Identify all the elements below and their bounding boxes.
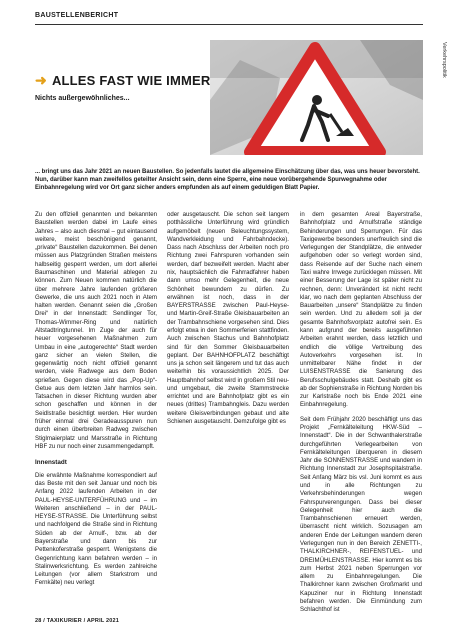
side-tab [438,42,448,82]
header-divider [35,24,423,25]
arrow-right-icon: ➜ [35,72,47,88]
section-label: BAUSTELLENBERICHT [35,12,119,19]
paragraph: oder ausgetauscht. Die schon seit langem potthässliche Unterführung wird gründlich aufgemöbelt (neuen Beleuchtungssystem, Wandverkleidung und Fahrbahndecke). Dass nach Abschluss der Arbeiten noch pro Richtung zwei Fahrspuren vorhanden sein werden, darf bezweifelt werden. Macht aber nix, hauptsächlich die Fahrradfahrer haben dann umso mehr Gelegenheit, die neue Schönheit bewundern zu dürfen. Zu erwähnen ist noch, dass in der BAYERSTRASSE zwischen Paul-Heyse- und Martin-Greif-Straße Gleisbauarbeiten an der Trambahnschiene vorgesehen sind. Dies erfolgt etwa in den Sommerferien stattfinden. Auch zwischen Stachus und Bahnhofplatz sind für den Sommer Gleisbauarbeiten geplant. Der BAHNHOFPLATZ beschäftigt uns ja schon seit längerem und tut das auch weiterhin bis voraussichtlich 2025. Der Hauptbahnhof selbst wird in großem Stil neu- und umgebaut, die zweite Stammstrecke errichtet und are Bahnhofplatz gibt es ein neues (drittes) Trambahngleis. Dazu werden weitere Gleisverbindungen gebaut und alte Schienen ausgetauscht. Demzufolge gibt es [167,211,289,426]
roadworks-sign-illustration [210,40,423,155]
section-heading-innenstadt: Innenstadt [35,459,67,467]
paragraph: Zu den offiziell genannten und bekannten Baustellen werden dabei im Laufe eines Jahres – also auch diesmal – gut eintausend weitere, meist beschönigend genannt, „private“ Baustellen dazukommen. Bei denen müssen aus Platzgründen Straßen meistens halbseitig gesperrt werden, um dort allerlei Baumaschinen und Material ablegen zu können. Zum Neuen kommen natürlich die über mehrere Jahre laufenden größeren Gewerke, die uns auch 2021 noch in Atem halten werden. Genannt seien die „Großen Drei“ in der Innenstadt: Sendlinger Tor, Thomas-Wimmer-Ring und natürlich Altstadtringtunnel. Im Zuge der auch für heuer vorgesehenen Maßnahmen zum Umbau in eine „autogerechte“ Stadt werden ganz sicher an vielen Stellen, die gegenwärtig noch nicht offiziell genannt werden, viele Radwege aus dem Boden sprießen. Gegen diese wird das „Pop-Up“-Getue aus dem letzten Jahr harmlos sein. Tatsachen in dieser Richtung wurden aber schon geschaffen und können in der Seidlstraße besichtigt werden. Hier wurden früher einmal drei Geradeausspuren nun durch einen überbreiten Radweg zwischen Stiglmaierplatz und Marsstraße in Richtung HBF zu nur noch einer zusammengedampft. [35,211,157,450]
side-tab-label: Verkehrspolitik [441,42,447,78]
article-title [35,72,211,89]
text-column-3 [300,211,422,621]
text-column-2 [167,211,289,432]
article-title-text: ALLES FAST WIE IMMER [51,73,211,88]
paragraph: Die erwähnte Maßnahme korrespondiert auf das Beste mit den seit Januar und noch bis Anfang 2022 laufenden Arbeiten in der PAUL-HEYSE-UNTERFÜHRUNG und – im Weiteren anschließend – in der PAUL-HEYSE-STRASSE. Die Unterführung selbst und nachfolgend die Straße sind in Richtung Süden ab der Arnulf-, bzw. ab der Bayerstraße und dann bis zur Pettenkoferstraße gesperrt. Wenigstens die Gegenrichtung kann befahren werden – in Stalinwerksrichtung. Es werden zahlreiche Leitungen (vor allem Starkstrom und Fernkälte) neu verlegt [35,471,157,587]
text-column-1 [35,211,157,594]
construction-sign-photo [210,40,423,155]
article-subtitle: Nichts außergewöhnliches... [35,95,130,102]
paragraph: Seit dem Frühjahr 2020 beschäftigt uns das Projekt „Fernkälteleitung HKW-Süd – Innenstadt“. Die in der Schwanthalerstraße durchgeführten Verlegearbeiten von Fernkälteleitungen überqueren in diesem Jahr die SONNENSTRASSE und wandern in Richtung Innenstadt zur Josephspitalstraße. Seit Anfang März bis vsl. Juni kommt es aus und in alle Richtungen zu Verkehrsbehinderungen wegen Fahrspurverengungen. Dass bei dieser Gelegenheit hier auch die Trambahnschienen erneuert werden, überrascht nicht wirklich. Sozusagen am anderen Ende der Leitungen wandern deren Verlegungen nun in den Bereich ZENETTI-, THALKIRCHNER-, REIFENSTUEL- und DREIMÜHLENSTRASSE. Hier kommt es bis zum Herbst 2021 neben Sperrungen vor allem zu Einbahnregelungen. Die Thalkirchner kann zwischen Großmarkt und Kapuziner nur in Richtung Innenstadt befahren werden. Die Einmündung zum Schlachthof ist [300,415,422,614]
page-footer: 28 / TAXIKURIER / APRIL 2021 [35,618,120,624]
article-intro: ... bringt uns das Jahr 2021 an neuen Baustellen. So jedenfalls lautet die allgemeine Einschätzung über das, was uns heuer bevorsteht. Nun, darüber kann man zweifellos geteilter Ansicht sein, denn eine Sperre, eine neue vorübergehende Spurwegnahme oder Einbahnregelung wird vor Ort ganz sicher anders empfunden als auf einem geduldigen Blatt Papier. [35,169,420,192]
paragraph: in dem gesamten Areal Bayerstraße, Bahnhofplatz und Arnulfstraße ständige Behinderungen und Sperrungen. Für das Taxigewerbe besonders unerfreulich sind die Verlegungen der Standplätze, die entweder aufgehoben oder so verlegt worden sind, dass Reisende auf der Suche nach einem Taxi wahre Irrwege zurücklegen müssen. Mit einer Besserung der Lage ist später nicht zu rechnen, denn: Unverändert ist nicht recht klar, wo nach dem geplanten Abschluss der Bauarbeiten „unsere“ Standplätze zu finden sein werden. Und zu alledem soll ja der gesamte Bahnhofsvorplatz autofrei sein. Es kann aufgrund der bereits ausgeführten Arbeiten erahnt werden, dass letztlich und endlich die völlige Vertreibung des Autoverkehrs vorgesehen ist. In unmittelbarer Nähe findet in der LUISENSTRASSE die Sanierung des Berufsschulgebäudes statt. Deshalb gibt es ab der Sophienstraße in Richtung Norden bis zur Karlstraße noch bis Ende 2021 eine Einbahnregelung. [300,211,422,409]
